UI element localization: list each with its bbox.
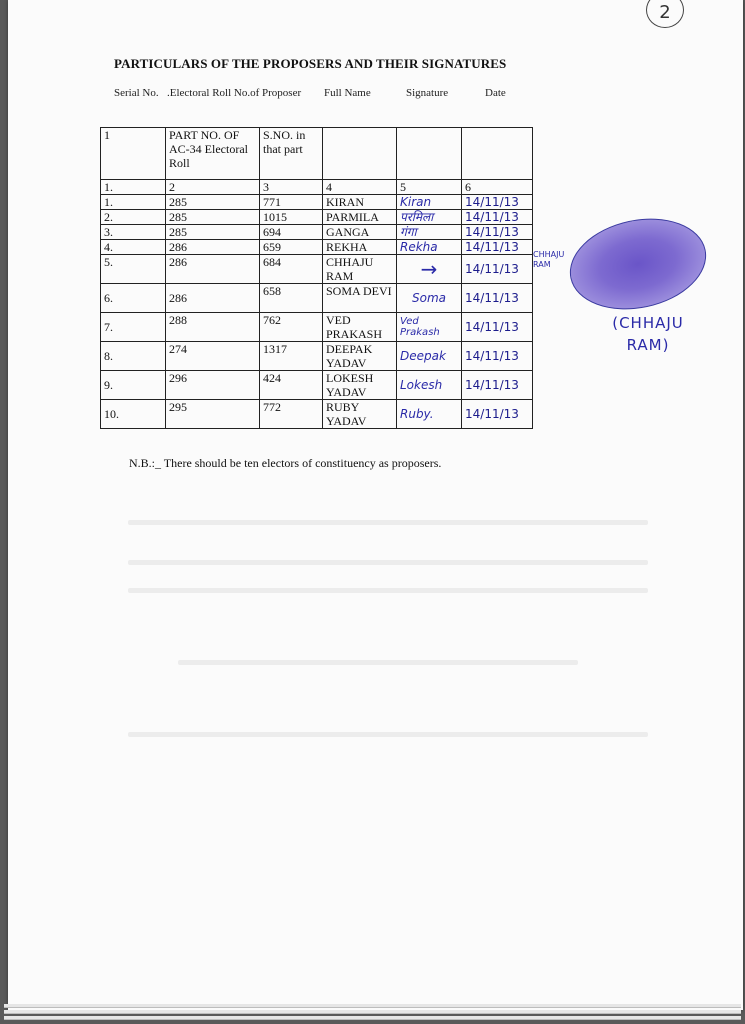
signature-cell: Ved Prakash bbox=[397, 313, 462, 342]
table-row bbox=[101, 342, 533, 371]
bleed-through-line bbox=[128, 588, 648, 593]
sno-cell: 1015 bbox=[260, 210, 323, 225]
sno-cell: 762 bbox=[260, 313, 323, 342]
table-row bbox=[101, 240, 533, 255]
name-cell: CHHAJU RAM bbox=[323, 255, 397, 284]
header-signature: Signature bbox=[406, 87, 449, 99]
name-cell: GANGA bbox=[323, 225, 397, 240]
table-header-row bbox=[101, 128, 533, 180]
name-cell: RUBY YADAV bbox=[323, 400, 397, 429]
index-cell: 3 bbox=[260, 180, 323, 195]
sno-cell: 771 bbox=[260, 195, 323, 210]
signature-cell: Soma bbox=[397, 284, 462, 313]
page-stack-edge bbox=[4, 1016, 741, 1020]
name-cell: DEEPAK YADAV bbox=[323, 342, 397, 371]
name-cell: PARMILA bbox=[323, 210, 397, 225]
date-cell: 14/11/13 bbox=[462, 225, 533, 240]
signature-cell: गंगा bbox=[397, 225, 462, 240]
part-cell: 286 bbox=[166, 240, 260, 255]
date-cell: 14/11/13 bbox=[462, 342, 533, 371]
serial-cell: 6. bbox=[101, 284, 166, 313]
header-electoral-roll: .Electoral Roll No.of Proposer bbox=[167, 87, 302, 99]
sno-cell: 1317 bbox=[260, 342, 323, 371]
header-cell bbox=[323, 128, 397, 180]
thumbprint-caption: (CHHAJU RAM) bbox=[612, 314, 684, 354]
signature-cell: Kiran bbox=[397, 195, 462, 210]
signature-cell: → bbox=[397, 255, 462, 284]
serial-cell: 2. bbox=[101, 210, 166, 225]
table-row bbox=[101, 371, 533, 400]
signature-cell: Rekha bbox=[397, 240, 462, 255]
header-cell: 1 bbox=[101, 128, 166, 180]
part-cell: 296 bbox=[166, 371, 260, 400]
thumbprint-image bbox=[561, 207, 714, 322]
serial-cell: 8. bbox=[101, 342, 166, 371]
name-cell: REKHA bbox=[323, 240, 397, 255]
sno-cell: 684 bbox=[260, 255, 323, 284]
document-page bbox=[8, 0, 743, 1010]
thumbprint-side-note: CHHAJU RAM bbox=[533, 250, 565, 269]
table-row bbox=[101, 225, 533, 240]
date-cell: 14/11/13 bbox=[462, 210, 533, 225]
header-cell: S.NO. in that part bbox=[260, 128, 323, 180]
sno-cell: 659 bbox=[260, 240, 323, 255]
name-cell: KIRAN bbox=[323, 195, 397, 210]
proposers-table bbox=[100, 127, 533, 429]
date-cell: 14/11/13 bbox=[462, 195, 533, 210]
part-cell: 285 bbox=[166, 225, 260, 240]
sno-cell: 694 bbox=[260, 225, 323, 240]
table-row bbox=[101, 195, 533, 210]
part-cell: 286 bbox=[166, 284, 260, 313]
bleed-through-line bbox=[128, 732, 648, 737]
page-stack-edge bbox=[4, 1010, 741, 1014]
part-cell: 288 bbox=[166, 313, 260, 342]
serial-cell: 1. bbox=[101, 195, 166, 210]
name-cell: LOKESH YADAV bbox=[323, 371, 397, 400]
index-cell: 5 bbox=[397, 180, 462, 195]
date-cell: 14/11/13 bbox=[462, 240, 533, 255]
part-cell: 285 bbox=[166, 195, 260, 210]
serial-cell: 10. bbox=[101, 400, 166, 429]
table-row bbox=[101, 284, 533, 313]
header-cell bbox=[462, 128, 533, 180]
serial-cell: 5. bbox=[101, 255, 166, 284]
serial-cell: 4. bbox=[101, 240, 166, 255]
signature-cell: Lokesh bbox=[397, 371, 462, 400]
table-row bbox=[101, 210, 533, 225]
table-row bbox=[101, 313, 533, 342]
signature-cell: परमिला bbox=[397, 210, 462, 225]
name-cell: SOMA DEVI bbox=[323, 284, 397, 313]
date-cell: 14/11/13 bbox=[462, 371, 533, 400]
part-cell: 274 bbox=[166, 342, 260, 371]
header-full-name: Full Name bbox=[324, 87, 371, 99]
date-cell: 14/11/13 bbox=[462, 284, 533, 313]
serial-cell: 3. bbox=[101, 225, 166, 240]
serial-cell: 9. bbox=[101, 371, 166, 400]
nb-note: N.B.:_ There should be ten electors of constituency as proposers. bbox=[129, 456, 442, 470]
page-number: 2 bbox=[646, 0, 684, 28]
index-cell: 6 bbox=[462, 180, 533, 195]
date-cell: 14/11/13 bbox=[462, 255, 533, 284]
table-index-row bbox=[101, 180, 533, 195]
header-cell: PART NO. OF AC-34 Electoral Roll bbox=[166, 128, 260, 180]
name-cell: VED PRAKASH bbox=[323, 313, 397, 342]
date-cell: 14/11/13 bbox=[462, 400, 533, 429]
sno-cell: 772 bbox=[260, 400, 323, 429]
bleed-through-line bbox=[128, 520, 648, 525]
part-cell: 295 bbox=[166, 400, 260, 429]
sno-cell: 424 bbox=[260, 371, 323, 400]
header-date: Date bbox=[485, 87, 506, 99]
signature-cell: Ruby. bbox=[397, 400, 462, 429]
bleed-through-line bbox=[128, 560, 648, 565]
part-cell: 286 bbox=[166, 255, 260, 284]
index-cell: 4 bbox=[323, 180, 397, 195]
part-cell: 285 bbox=[166, 210, 260, 225]
table-row bbox=[101, 255, 533, 284]
signature-cell: Deepak bbox=[397, 342, 462, 371]
table-row bbox=[101, 400, 533, 429]
document-title: PARTICULARS OF THE PROPOSERS AND THEIR SIGNATURES bbox=[114, 56, 507, 71]
sno-cell: 658 bbox=[260, 284, 323, 313]
page-stack-edge bbox=[4, 1004, 741, 1008]
index-cell: 2 bbox=[166, 180, 260, 195]
serial-cell: 7. bbox=[101, 313, 166, 342]
header-serial: Serial No. bbox=[114, 87, 159, 99]
index-cell: 1. bbox=[101, 180, 166, 195]
date-cell: 14/11/13 bbox=[462, 313, 533, 342]
header-cell bbox=[397, 128, 462, 180]
bleed-through-line bbox=[178, 660, 578, 665]
